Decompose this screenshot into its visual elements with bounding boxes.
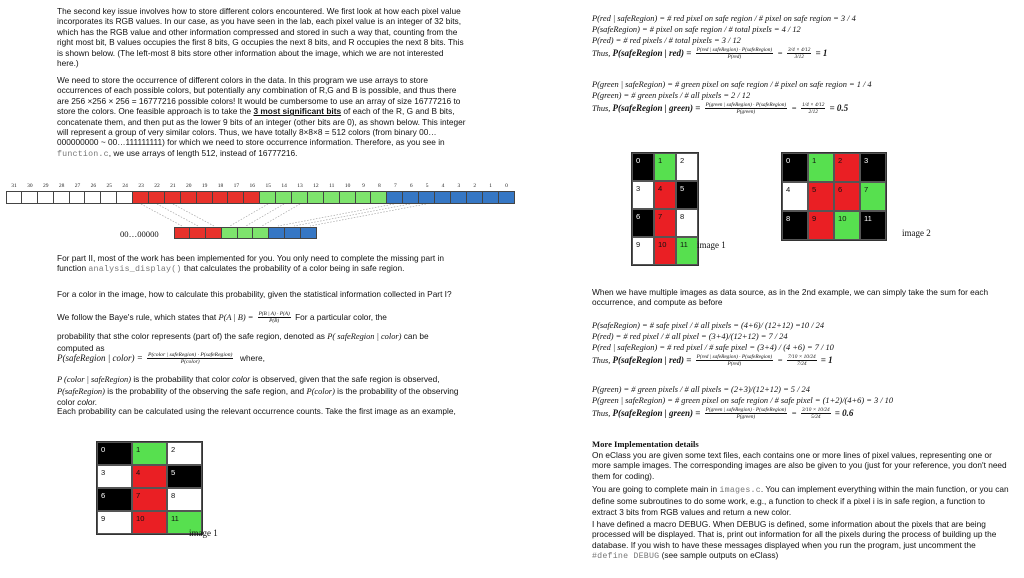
pixel-cell: 7 (654, 209, 676, 237)
main-paragraph: You are going to complete main in images.c. You can implement everything within the main function, or you can define some subroutines to do some work, e.g., a function to check if a pixel i is in safe region, a function to extract 3 bits from RGB values and return a new color. (592, 484, 1009, 517)
image2-label: image 2 (902, 228, 931, 238)
pixel-cell: 5 (167, 465, 202, 488)
bit-index: 6 (409, 183, 413, 189)
eq-multi-safe-given-red: Thus, P(safeRegion | red) = $\frac{\text{P(red | safeRegion) · P(safeRegion)}}{\text{P(red)}}$ = $\frac{7/10 \times 10/24}{7/24}$ = 1 (592, 354, 833, 368)
color-storage-text-b: of each of the R, G and B bits, concatenate them, and then put as the lower 9 bits of an integer (other bits are 0), as shown below. This integer will represent a group of very similar colors. Thus, we have totally 8×8×8 = 512 colors (from binary 00…000000000 ~ 00…111111111) for which we need to store occurrence information. Therefore, as you see in (57, 106, 466, 148)
pixel-cell: 9 (808, 211, 834, 240)
pixel-cell: 3 (860, 153, 886, 182)
pixel-cell: 0 (632, 153, 654, 181)
bit-index: 9 (362, 183, 365, 189)
part2-text-b: that calculates the probability of a color being in safe region. (181, 263, 405, 274)
bit-index: 26 (90, 183, 97, 189)
pixel-cell: 2 (167, 442, 202, 465)
eq-red: P(red) = # red pixels / # total pixels = 3 / 12 (592, 36, 741, 45)
bit-index: 28 (58, 183, 65, 189)
multi-image-paragraph: When we have multiple images as data source, as in the 2nd example, we can simply take the sum for each occurrence, and compute as before (592, 287, 989, 308)
blue-bit (387, 191, 403, 204)
images-c-code: images.c (719, 486, 761, 495)
pixel-cell: 1 (654, 153, 676, 181)
pixel-cell: 3 (97, 465, 132, 488)
color-storage-text-c: , we use arrays of length 512, instead of 16777216. (108, 147, 298, 158)
bit-index: 1 (489, 183, 493, 189)
pixel-cell: 6 (834, 182, 860, 211)
bit-index: 17 (233, 183, 240, 189)
eq-safe-given-red: Thus, P(safeRegion | red) = $\frac{\text{P(red | safeRegion) · P(safeRegion)}}{\text{P(red)}}$ = $\frac{3/4 \times 4/12}{3/12}$ = 1 (592, 47, 828, 61)
image2-pixel-grid (781, 152, 887, 241)
question-paragraph (57, 289, 467, 299)
eq-red-given-safe: P(red | safeRegion) = # red pixel on safe region / # pixel on safe region = 3 / 4 (592, 14, 856, 23)
example-paragraph: Each probability can be calculated using the relevant occurrence counts. Take the first image as an example, (57, 406, 456, 416)
bit-index: 8 (378, 183, 381, 189)
pixel-cell: 10 (654, 237, 676, 265)
bit-index: 22 (154, 183, 160, 189)
pixel-bit-row (6, 191, 515, 204)
implementation-heading: More Implementation details (592, 439, 699, 449)
pixel-cell: 0 (782, 153, 808, 182)
pixel-cell: 1 (808, 153, 834, 182)
bayes-line (57, 311, 467, 325)
pixel-cell: 10 (834, 211, 860, 240)
pixel-cell: 9 (632, 237, 654, 265)
pixel-cell: 2 (834, 153, 860, 182)
analysis-display-code: analysis_display() (88, 265, 182, 275)
zero-prefix: 00…00000 (120, 229, 159, 239)
eq-safe-given-green: Thus, P(safeRegion | green) = $\frac{\text{P(green | safeRegion) · P(safeRegion)}}{\text{P(green)}}$ = $\frac{1/4 \times 4/12}{2/12}$ = 0.5 (592, 102, 849, 116)
eq-multi-green: P(green) = # green pixels / # all pixels = (2+3)/(12+12) = 5 / 24 (592, 385, 810, 394)
bit-index: 29 (42, 183, 49, 189)
safe-region-formula: P(safeRegion | color) = $\frac{\text{P(color | safeRegion) · P(safeRegion)}}{\text{P(color)}}$ where, (57, 352, 265, 366)
bit-index: 15 (265, 183, 271, 189)
image1-pixel-grid (96, 441, 203, 535)
bayes-text-b: For a particular color, the (292, 312, 387, 323)
function-c-code: function.c (57, 149, 109, 159)
bit-index: 24 (122, 183, 128, 189)
part2-text-a: For part II, most of the work has been implemented for you. You only need to complete the missing part in function (57, 253, 444, 274)
pixel-cell: 2 (676, 153, 698, 181)
bit-index: 30 (27, 183, 33, 189)
green-bit (260, 191, 276, 204)
eclass-paragraph: On eClass you are given some text files, each contains one or more lines of pixel values, representing one or more sample images. The corresponding images are also be given to you (just for your reference, you don't need them for coding). (592, 450, 1007, 481)
bit-index: 5 (425, 183, 429, 189)
nine-bit-row (174, 227, 317, 239)
bit-index: 23 (138, 183, 144, 189)
debug-paragraph: I have defined a macro DEBUG. When DEBUG is defined, some information about the pixels that are being processed will be displayed. That is, print out information for all the pixels during the process of building up the database. If you wish to have these messages displayed when you run the program, just uncomment the #define DEBUG (see sample outputs on eClass) (592, 519, 997, 562)
color-storage-text-a: We need to store the occurrence of different colors in the data. In this program we use arrays to store occurrences of each possible colors, but potentially any combination of R,G and B is possible, and thus there are 256 ×256 × 256 = 16777216 possible colors! It would be cumbersome to use an array of size 16777216 to store the colors. One feasible approach is to take the (57, 75, 461, 117)
probability-paragraph: probability that sthe color represents (part of) the safe region, denoted as P( safeRegion | color) can be computed as (57, 331, 429, 353)
bit-index: 16 (249, 183, 256, 189)
define-debug-code: #define DEBUG (592, 552, 660, 562)
red-bit (133, 191, 149, 204)
eq-multi-red-given-safe: P(red | safeRegion) = # red pixel / # safe pixel = (3+4) / (4 +6) = 7 / 10 (592, 343, 834, 352)
bit-index: 10 (344, 183, 351, 189)
bit-index: 13 (297, 183, 303, 189)
pixel-cell: 7 (132, 488, 167, 511)
bit-mapping-arrows (0, 204, 520, 228)
definitions-paragraph: P (color | safeRegion) is the probability that color color is observed, given that the safe region is observed, P(safeRegion) is the probability of the observing the safe region, and P(color) is the probability of the observing color color. (57, 374, 459, 408)
eq-green-given-safe: P(green | safeRegion) = # green pixel on safe region / # pixel on safe region = 1 / 4 (592, 80, 872, 89)
intro-text: The second key issue involves how to store different colors encountered. We first look at how each pixel value incorporates its RGB values. In our case, as you have seen in the lab, each pixel value is an integer of 32 bits, which has the RGB value and other information compressed and stored in such a way that, counting from the right most bit, B values occupies the first 8 bits, G occupies the next 8 bits, and R occupies the next 8 bits. This is shown below. (The left-most 8 bits store other information about the image, which we are not interested here.) (57, 6, 464, 69)
pixel-cell: 3 (632, 181, 654, 209)
bit-index: 20 (185, 183, 192, 189)
bit-index: 25 (106, 183, 113, 189)
bit-index: 31 (11, 183, 17, 189)
bit-index: 2 (473, 183, 477, 189)
pixel-cell: 8 (676, 209, 698, 237)
bit-index: 14 (281, 183, 287, 189)
bit-index: 0 (505, 183, 508, 189)
pixel-cell: 6 (632, 209, 654, 237)
pixel-cell: 6 (97, 488, 132, 511)
bayes-lhs: P(A | B) = (218, 313, 256, 323)
pixel-cell: 1 (132, 442, 167, 465)
image1-small-grid (631, 152, 699, 266)
bit-index-row (6, 181, 516, 191)
intro-paragraph (57, 6, 467, 68)
question-text: For a color in the image, how to calculate this probability, given the statistical information collected in Part I? (57, 289, 452, 299)
bit-index: 18 (217, 183, 224, 189)
pixel-cell: 11 (860, 211, 886, 240)
image1-small-label: image 1 (697, 240, 726, 250)
bit-index: 11 (329, 183, 335, 189)
eq-green: P(green) = # green pixels / # all pixels = 2 / 12 (592, 91, 751, 100)
bayes-fraction: $\frac{P(B | A) \cdot P(A)}{P(B)}$ (258, 311, 290, 325)
bit-index: 21 (170, 183, 176, 189)
bayes-text: We follow the Baye's rule, which states that (57, 312, 219, 323)
bit-index: 12 (313, 183, 319, 189)
bit-index: 19 (201, 183, 208, 189)
pixel-cell: 4 (654, 181, 676, 209)
eq-multi-red: P(red) = # red pixel / # all pixel = (3+4)/(12+12) = 7 / 24 (592, 332, 788, 341)
pixel-cell: 10 (132, 511, 167, 534)
pixel-cell: 8 (782, 211, 808, 240)
eq-multi-safe: P(safeRegion) = # safe pixel / # all pixels = (4+6)/ (12+12) =10 / 24 (592, 321, 825, 330)
msb-emphasis: 3 most significant bits (253, 106, 342, 117)
pixel-cell: 4 (782, 182, 808, 211)
eq-safe-region: P(safeRegion) = # pixel on safe region / # total pixels = 4 / 12 (592, 25, 801, 34)
bit-index: 4 (441, 183, 445, 189)
part2-paragraph (57, 253, 467, 276)
pixel-cell: 5 (676, 181, 698, 209)
pixel-cell: 5 (808, 182, 834, 211)
pixel-cell: 8 (167, 488, 202, 511)
pixel-cell: 7 (860, 182, 886, 211)
eq-multi-safe-given-green: Thus, P(safeRegion | green) = $\frac{\text{P(green | safeRegion) · P(safeRegion)}}{\text{P(green)}}$ = $\frac{3/10 \times 10/24}{5/24}$ = 0.6 (592, 407, 854, 421)
image1-label: image 1 (189, 528, 218, 538)
bit-index: 3 (457, 183, 461, 189)
eq-multi-green-given-safe: P(green | safeRegion) = # green pixel on safe region / # safe pixel = (1+2)/(4+6) = 3 / 10 (592, 396, 894, 405)
bit-index: 7 (393, 183, 397, 189)
pixel-cell: 11 (167, 511, 202, 534)
color-storage-paragraph (57, 75, 467, 160)
pixel-cell: 0 (97, 442, 132, 465)
bit-index: 27 (74, 183, 81, 189)
safe-given-color-term: P( safeRegion | color) (327, 332, 402, 341)
pixel-cell: 9 (97, 511, 132, 534)
pixel-cell: 4 (132, 465, 167, 488)
pixel-cell: 11 (676, 237, 698, 265)
